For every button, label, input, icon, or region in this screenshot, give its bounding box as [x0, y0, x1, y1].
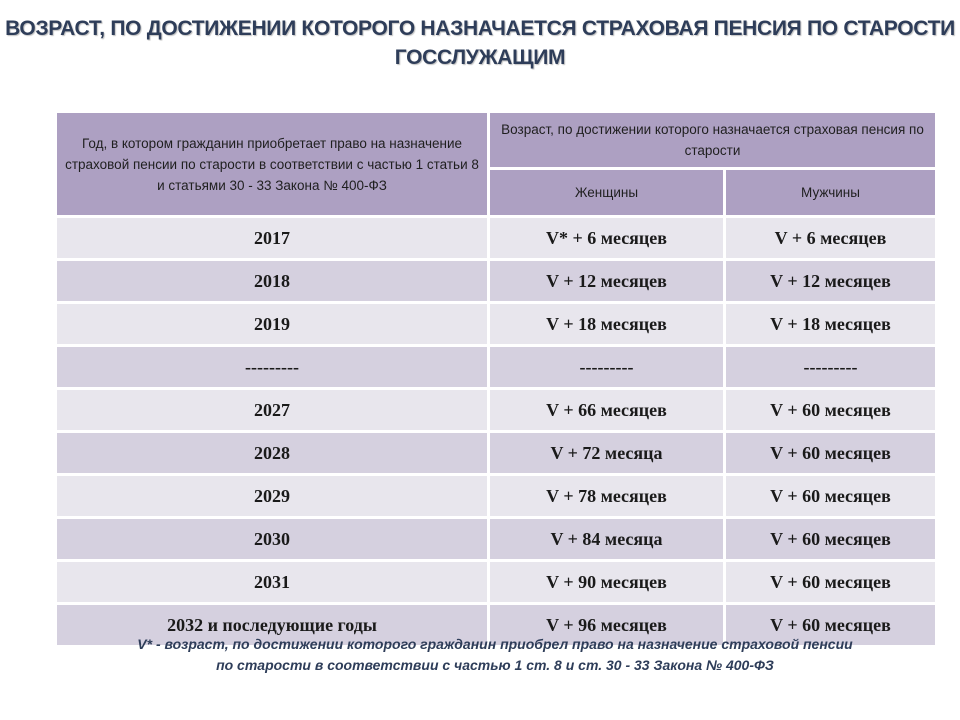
cell-men: V + 12 месяцев	[726, 261, 935, 304]
table-row	[57, 562, 935, 605]
cell-men: ---------	[726, 347, 935, 390]
cell-men: V + 60 месяцев	[726, 605, 935, 648]
cell-women: V + 66 месяцев	[490, 390, 726, 433]
header-women: Женщины	[490, 170, 726, 218]
cell-year: 2017	[57, 218, 490, 261]
cell-year: ---------	[57, 347, 490, 390]
table-row	[57, 304, 935, 347]
cell-year: 2028	[57, 433, 490, 476]
cell-women: ---------	[490, 347, 726, 390]
cell-women: V* + 6 месяцев	[490, 218, 726, 261]
cell-year: 2031	[57, 562, 490, 605]
table-row	[57, 519, 935, 562]
cell-women: V + 78 месяцев	[490, 476, 726, 519]
table-row	[57, 218, 935, 261]
pension-age-table-container	[57, 113, 935, 648]
table-row	[57, 390, 935, 433]
cell-year: 2027	[57, 390, 490, 433]
cell-men: V + 60 месяцев	[726, 476, 935, 519]
cell-women: V + 90 месяцев	[490, 562, 726, 605]
footnote-line-1: V* - возраст, по достижении которого гражданин приобрел право на назначение страховой пенсии	[137, 636, 853, 652]
cell-year: 2018	[57, 261, 490, 304]
footnote-line-2: по старости в соответствии с частью 1 ст. 8 и ст. 30 - 33 Закона № 400-ФЗ	[216, 657, 774, 673]
cell-men: V + 60 месяцев	[726, 390, 935, 433]
cell-women: V + 84 месяца	[490, 519, 726, 562]
page-title	[0, 14, 960, 72]
cell-men: V + 18 месяцев	[726, 304, 935, 347]
cell-men: V + 60 месяцев	[726, 433, 935, 476]
table-row	[57, 476, 935, 519]
header-men: Мужчины	[726, 170, 935, 218]
cell-year: 2029	[57, 476, 490, 519]
cell-year: 2019	[57, 304, 490, 347]
page-title-line-1: ВОЗРАСТ, ПО ДОСТИЖЕНИИ КОТОРОГО НАЗНАЧАЕТСЯ СТРАХОВАЯ ПЕНСИЯ ПО СТАРОСТИ	[5, 17, 955, 40]
table-row	[57, 347, 935, 390]
cell-women: V + 18 месяцев	[490, 304, 726, 347]
header-year: Год, в котором гражданин приобретает право на назначение страховой пенсии по старости в соответствии с частью 1 статьи 8 и статьями 30 - 33 Закона № 400-ФЗ	[57, 113, 490, 218]
cell-men: V + 60 месяцев	[726, 519, 935, 562]
cell-women: V + 72 месяца	[490, 433, 726, 476]
cell-year: 2030	[57, 519, 490, 562]
header-age: Возраст, по достижении которого назначается страховая пенсия по старости	[490, 113, 935, 170]
cell-men: V + 6 месяцев	[726, 218, 935, 261]
cell-men: V + 60 месяцев	[726, 562, 935, 605]
table-row	[57, 433, 935, 476]
cell-women: V + 12 месяцев	[490, 261, 726, 304]
cell-year: 2032 и последующие годы	[57, 605, 490, 648]
pension-age-table	[57, 113, 935, 648]
footnote	[60, 634, 930, 676]
cell-women: V + 96 месяцев	[490, 605, 726, 648]
page-title-line-2: ГОССЛУЖАЩИМ	[394, 46, 566, 69]
table-row	[57, 261, 935, 304]
